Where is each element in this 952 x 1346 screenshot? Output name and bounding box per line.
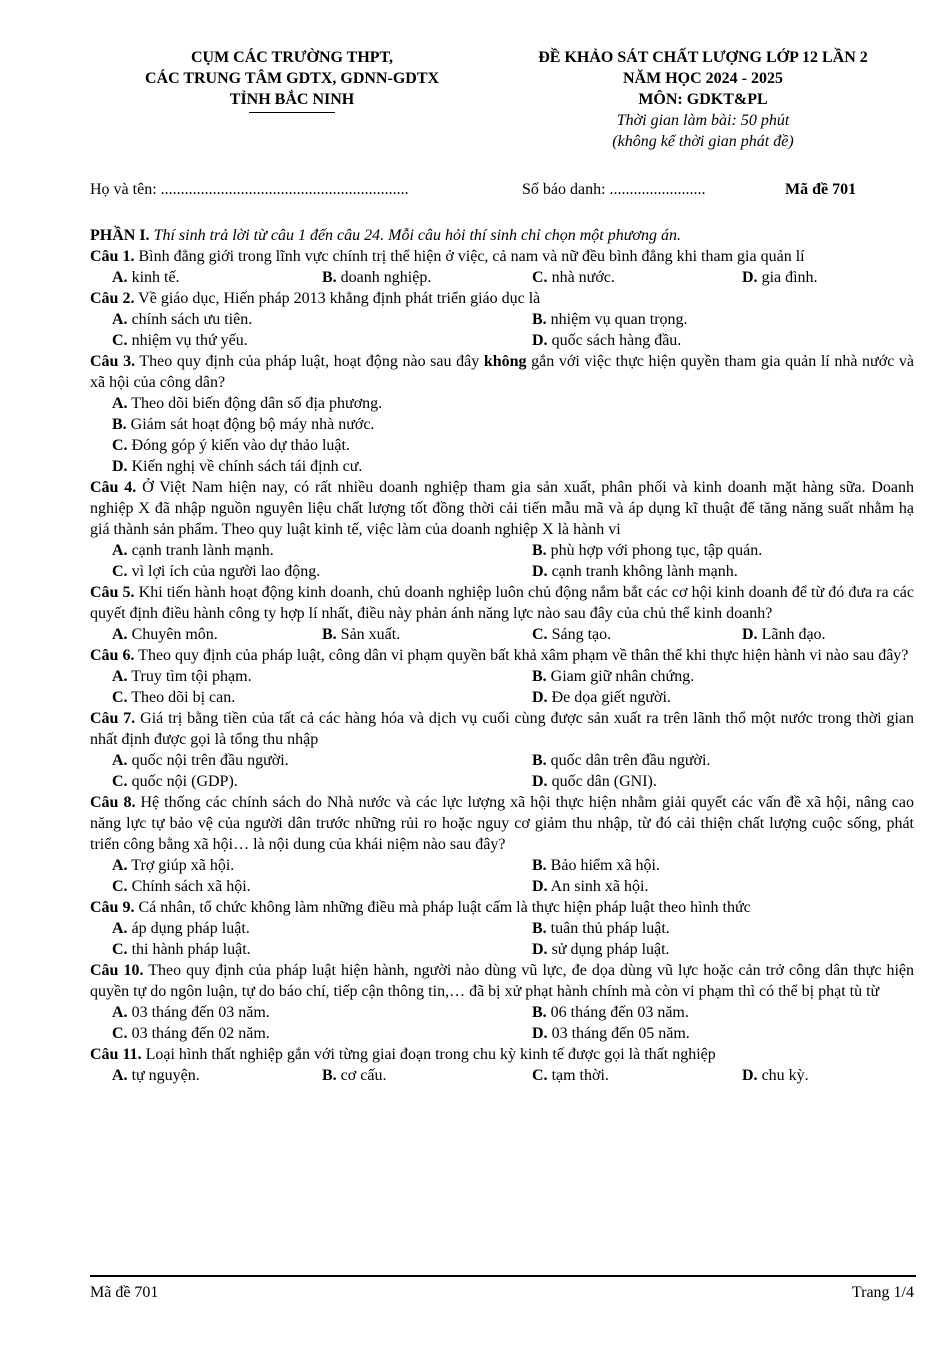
answer-text: kinh tế. xyxy=(127,269,180,286)
answer-text: quốc nội trên đầu người. xyxy=(127,752,289,769)
answer-text: tạm thời. xyxy=(547,1067,609,1084)
question-text: Về giáo dục, Hiến pháp 2013 khẳng định phát triển giáo dục là xyxy=(134,290,541,307)
answer-option[interactable] xyxy=(532,1065,609,1086)
answer-letter: C. xyxy=(532,1067,548,1084)
student-id-field: Số báo danh: ........................ xyxy=(522,181,706,198)
answer-row xyxy=(90,624,914,645)
question-label: Câu 9. xyxy=(90,899,135,916)
answer-option[interactable] xyxy=(112,456,362,477)
answer-text: sử dụng pháp luật. xyxy=(547,941,670,958)
answer-text: nhà nước. xyxy=(547,269,615,286)
question-11 xyxy=(90,1044,914,1065)
question-3 xyxy=(90,351,914,393)
answer-option[interactable] xyxy=(112,666,252,687)
footer-divider xyxy=(90,1275,916,1277)
answer-option[interactable] xyxy=(532,939,670,960)
question-label: Câu 7. xyxy=(90,710,136,727)
question-6 xyxy=(90,645,914,666)
answer-text: chính sách ưu tiên. xyxy=(127,311,253,328)
answer-letter: A. xyxy=(112,752,128,769)
question-label: Câu 2. xyxy=(90,290,135,307)
question-text: Giá trị bằng tiền của tất cả các hàng hóa và dịch vụ cuối cùng được sản xuất ra trên lãnh thổ một nước trong thời gian nhất định được gọi là tổng thu nhập xyxy=(90,710,915,748)
answer-text: quốc nội (GDP). xyxy=(127,773,238,790)
answer-text: Theo dõi bị can. xyxy=(127,689,236,706)
question-4 xyxy=(90,477,914,540)
answer-text: tuân thủ pháp luật. xyxy=(546,920,670,937)
answer-letter: A. xyxy=(112,1004,128,1021)
answer-letter: D. xyxy=(742,626,758,643)
answer-text: Đóng góp ý kiến vào dự thảo luật. xyxy=(127,437,350,454)
answer-text: chu kỳ. xyxy=(757,1067,809,1084)
answer-text: nhiệm vụ quan trọng. xyxy=(546,311,688,328)
question-label: Câu 6. xyxy=(90,647,135,664)
answer-letter: C. xyxy=(112,1025,128,1042)
question-list xyxy=(90,225,914,1086)
answer-letter: B. xyxy=(532,752,547,769)
answer-row xyxy=(90,393,914,414)
answer-option[interactable] xyxy=(742,1065,809,1086)
answer-letter: A. xyxy=(112,626,128,643)
answer-row xyxy=(90,666,914,687)
answer-letter: C. xyxy=(112,878,128,895)
answer-letter: B. xyxy=(532,542,547,559)
part-instruction xyxy=(90,225,914,246)
question-text: gắn với việc thực hiện quyền tham gia quản lí nhà nước và xã hội của công dân? xyxy=(90,353,915,391)
answer-option[interactable] xyxy=(112,330,248,351)
answer-row xyxy=(90,750,914,771)
question-text: Cá nhân, tổ chức không làm những điều mà pháp luật cấm là thực hiện pháp luật theo hình thức xyxy=(134,899,751,916)
answer-row xyxy=(90,939,914,960)
answer-option[interactable] xyxy=(112,393,382,414)
answer-letter: A. xyxy=(112,542,128,559)
question-1 xyxy=(90,246,914,267)
answer-text: áp dụng pháp luật. xyxy=(127,920,250,937)
question-label: Câu 3. xyxy=(90,353,136,370)
question-text: Theo quy định của pháp luật, hoạt động nào sau đây xyxy=(135,353,484,370)
answer-letter: A. xyxy=(112,269,128,286)
answer-letter: D. xyxy=(532,1025,548,1042)
school-line-1: CỤM CÁC TRƯỜNG THPT, xyxy=(190,49,394,66)
answer-letter: D. xyxy=(532,689,548,706)
question-text: Khi tiến hành hoạt động kinh doanh, chủ doanh nghiệp luôn chủ động nắm bắt các cơ hội kinh doanh để từ đó đưa ra các quyết định điều hành công ty hợp lí nhất, điều này phản ánh năng lực nào sau đây của chủ thể kinh doanh? xyxy=(90,584,914,622)
answer-text: quốc dân (GNI). xyxy=(547,773,657,790)
answer-option[interactable] xyxy=(532,540,762,561)
answer-row xyxy=(90,456,914,477)
answer-text: gia đình. xyxy=(757,269,818,286)
answer-option[interactable] xyxy=(112,267,180,288)
answer-option[interactable] xyxy=(532,876,648,897)
answer-option[interactable] xyxy=(532,855,660,876)
answer-letter: D. xyxy=(532,941,548,958)
answer-option[interactable] xyxy=(532,750,710,771)
answer-letter: A. xyxy=(112,920,128,937)
question-10 xyxy=(90,960,914,1002)
question-text: Ở Việt Nam hiện nay, có rất nhiều doanh nghiệp tham gia sản xuất, phân phối và kinh doanh mặt hàng sữa. Doanh nghiệp X đã nhập nguồn nguyên liệu chất lượng tốt đồng thời cải tiến mẫu mã và áp dụng kĩ thuật để tăng năng suất nhằm hạ giá thành sản phẩm. Theo quy luật kinh tế, việc làm của doanh nghiệp X là hành vi xyxy=(90,479,915,538)
student-info xyxy=(90,179,910,201)
answer-option[interactable] xyxy=(532,1023,690,1044)
answer-letter: B. xyxy=(322,626,337,643)
answer-row xyxy=(90,918,914,939)
question-2 xyxy=(90,288,914,309)
answer-letter: D. xyxy=(112,458,128,475)
question-label: Câu 5. xyxy=(90,584,135,601)
school-line-2: CÁC TRUNG TÂM GDTX, GDNN-GDTX xyxy=(144,70,440,87)
answer-option[interactable] xyxy=(112,771,238,792)
answer-letter: C. xyxy=(112,437,128,454)
answer-letter: D. xyxy=(532,878,548,895)
exam-year: NĂM HỌC 2024 - 2025 xyxy=(623,70,783,87)
answer-text: phù hợp với phong tục, tập quán. xyxy=(546,542,763,559)
answer-option[interactable] xyxy=(742,267,818,288)
answer-row xyxy=(90,855,914,876)
answer-option[interactable] xyxy=(532,771,657,792)
answer-text: Trợ giúp xã hội. xyxy=(127,857,235,874)
answer-option[interactable] xyxy=(112,309,252,330)
answer-letter: C. xyxy=(112,941,128,958)
answer-option[interactable] xyxy=(322,624,400,645)
answer-option[interactable] xyxy=(532,561,738,582)
answer-letter: B. xyxy=(532,668,547,685)
answer-text: doanh nghiệp. xyxy=(336,269,432,286)
answer-text: nhiệm vụ thứ yếu. xyxy=(127,332,248,349)
footer-page-number: Trang 1/4 xyxy=(851,1284,914,1301)
answer-row xyxy=(90,540,914,561)
exam-code: Mã đề 701 xyxy=(785,181,857,198)
part-text: Thí sinh trả lời từ câu 1 đến câu 24. Mỗi câu hỏi thí sinh chỉ chọn một phương án. xyxy=(149,227,681,244)
question-text: Bình đẳng giới trong lĩnh vực chính trị thể hiện ở việc, cả nam và nữ đều bình đẳng khi tham gia quản lí xyxy=(134,248,805,265)
answer-text: Sáng tạo. xyxy=(547,626,612,643)
answer-option[interactable] xyxy=(532,918,670,939)
answer-letter: B. xyxy=(112,416,127,433)
answer-option[interactable] xyxy=(112,540,274,561)
answer-letter: C. xyxy=(532,269,548,286)
answer-row xyxy=(90,771,914,792)
question-text: Hệ thống các chính sách do Nhà nước và các lực lượng xã hội thực hiện nhằm giải quyết các vấn đề xã hội, nâng cao năng lực tự bảo vệ của người dân trước những rủi ro hoặc nguy cơ giảm thu nhập, từ đó cải thiện chất lượng cuộc sống, phát triển công bằng xã hội… là nội dung của khái niệm nào sau đây? xyxy=(90,794,915,853)
answer-option[interactable] xyxy=(532,687,671,708)
answer-text: An sinh xã hội. xyxy=(547,878,649,895)
answer-row xyxy=(90,414,914,435)
answer-letter: D. xyxy=(532,563,548,580)
answer-option[interactable] xyxy=(112,1065,200,1086)
question-emphasis: không xyxy=(483,353,527,370)
answer-option[interactable] xyxy=(742,624,826,645)
footer-exam-code: Mã đề 701 xyxy=(90,1284,159,1301)
answer-option[interactable] xyxy=(112,918,250,939)
answer-text: quốc sách hàng đầu. xyxy=(547,332,682,349)
question-8 xyxy=(90,792,914,855)
answer-text: vì lợi ích của người lao động. xyxy=(127,563,321,580)
answer-letter: A. xyxy=(112,668,128,685)
answer-text: Giam giữ nhân chứng. xyxy=(546,668,695,685)
answer-text: Bảo hiểm xã hội. xyxy=(546,857,660,874)
answer-letter: A. xyxy=(112,1067,128,1084)
exam-title: ĐỀ KHẢO SÁT CHẤT LƯỢNG LỚP 12 LẦN 2 xyxy=(538,49,868,66)
answer-row xyxy=(90,1065,914,1086)
answer-row xyxy=(90,309,914,330)
answer-letter: A. xyxy=(112,395,128,412)
answer-letter: C. xyxy=(112,332,128,349)
answer-option[interactable] xyxy=(112,561,320,582)
answer-text: cạnh tranh không lành mạnh. xyxy=(547,563,738,580)
school-line-3: TỈNH BẮC NINH xyxy=(229,91,355,108)
answer-letter: C. xyxy=(112,563,128,580)
answer-text: cạnh tranh lành mạnh. xyxy=(127,542,274,559)
answer-option[interactable] xyxy=(322,267,431,288)
answer-option[interactable] xyxy=(112,414,374,435)
answer-row xyxy=(90,876,914,897)
question-text: Loại hình thất nghiệp gắn với từng giai đoạn trong chu kỳ kinh tế được gọi là thất nghiệp xyxy=(141,1046,716,1063)
answer-letter: D. xyxy=(532,773,548,790)
answer-letter: C. xyxy=(112,773,128,790)
answer-text: Chính sách xã hội. xyxy=(127,878,251,895)
answer-row xyxy=(90,1002,914,1023)
answer-text: 03 tháng đến 05 năm. xyxy=(547,1025,690,1042)
question-7 xyxy=(90,708,914,750)
question-label: Câu 1. xyxy=(90,248,135,265)
answer-option[interactable] xyxy=(532,666,694,687)
answer-letter: D. xyxy=(742,269,758,286)
answer-option[interactable] xyxy=(532,267,615,288)
answer-option[interactable] xyxy=(112,750,289,771)
answer-option[interactable] xyxy=(322,1065,386,1086)
answer-letter: D. xyxy=(742,1067,758,1084)
answer-text: thi hành pháp luật. xyxy=(127,941,251,958)
answer-letter: C. xyxy=(532,626,548,643)
answer-text: Theo dõi biến động dân số địa phương. xyxy=(127,395,383,412)
answer-letter: D. xyxy=(532,332,548,349)
answer-option[interactable] xyxy=(112,624,218,645)
answer-row xyxy=(90,1023,914,1044)
answer-letter: B. xyxy=(322,1067,337,1084)
answer-letter: B. xyxy=(532,857,547,874)
answer-row xyxy=(90,330,914,351)
answer-text: Giám sát hoạt động bộ máy nhà nước. xyxy=(126,416,375,433)
exam-time-note: (không kể thời gian phát đề) xyxy=(612,133,794,150)
answer-text: tự nguyện. xyxy=(127,1067,200,1084)
answer-option[interactable] xyxy=(532,624,611,645)
answer-text: 03 tháng đến 03 năm. xyxy=(127,1004,270,1021)
answer-text: Lãnh đạo. xyxy=(757,626,826,643)
answer-letter: C. xyxy=(112,689,128,706)
answer-text: cơ cấu. xyxy=(336,1067,387,1084)
answer-letter: A. xyxy=(112,311,128,328)
answer-option[interactable] xyxy=(112,687,235,708)
answer-option[interactable] xyxy=(112,855,234,876)
student-name-field: Họ và tên: .............................................................. xyxy=(90,181,409,198)
answer-letter: B. xyxy=(532,920,547,937)
answer-option[interactable] xyxy=(532,309,688,330)
answer-option[interactable] xyxy=(112,876,251,897)
answer-row xyxy=(90,267,914,288)
exam-time: Thời gian làm bài: 50 phút xyxy=(616,112,790,129)
exam-header xyxy=(496,47,910,152)
question-label: Câu 11. xyxy=(90,1046,142,1063)
question-label: Câu 4. xyxy=(90,479,137,496)
answer-row xyxy=(90,435,914,456)
answer-letter: B. xyxy=(532,1004,547,1021)
answer-row xyxy=(90,561,914,582)
answer-text: Sản xuất. xyxy=(336,626,401,643)
exam-subject: MÔN: GDKT&PL xyxy=(638,91,768,108)
part-label: PHẦN I. xyxy=(90,227,150,244)
school-header xyxy=(92,47,492,113)
answer-letter: B. xyxy=(322,269,337,286)
question-9 xyxy=(90,897,914,918)
answer-row xyxy=(90,687,914,708)
answer-text: Chuyên môn. xyxy=(127,626,218,643)
answer-option[interactable] xyxy=(532,1002,689,1023)
answer-option[interactable] xyxy=(112,1023,270,1044)
answer-text: Kiến nghị về chính sách tái định cư. xyxy=(127,458,363,475)
answer-option[interactable] xyxy=(112,435,350,456)
question-text: Theo quy định của pháp luật hiện hành, người nào dùng vũ lực, đe dọa dùng vũ lực hoặc cản trở công dân thực hiện quyền tự do ngôn luận, tự do báo chí, tiếp cận thông tin,… đã bị xử phạt hành chính mà còn vi phạm thì có thể bị phạt tù từ xyxy=(90,962,915,1000)
answer-text: 03 tháng đến 02 năm. xyxy=(127,1025,270,1042)
answer-text: 06 tháng đến 03 năm. xyxy=(546,1004,689,1021)
answer-option[interactable] xyxy=(112,1002,270,1023)
question-label: Câu 10. xyxy=(90,962,144,979)
answer-text: Truy tìm tội phạm. xyxy=(127,668,252,685)
answer-option[interactable] xyxy=(532,330,681,351)
answer-text: quốc dân trên đầu người. xyxy=(546,752,711,769)
question-label: Câu 8. xyxy=(90,794,136,811)
question-5 xyxy=(90,582,914,624)
answer-option[interactable] xyxy=(112,939,251,960)
answer-letter: A. xyxy=(112,857,128,874)
answer-text: Đe dọa giết người. xyxy=(547,689,671,706)
answer-letter: B. xyxy=(532,311,547,328)
header-underline xyxy=(249,112,335,113)
question-text: Theo quy định của pháp luật, công dân vi phạm quyền bất khả xâm phạm về thân thể khi thực hiện hành vi nào sau đây? xyxy=(134,647,909,664)
